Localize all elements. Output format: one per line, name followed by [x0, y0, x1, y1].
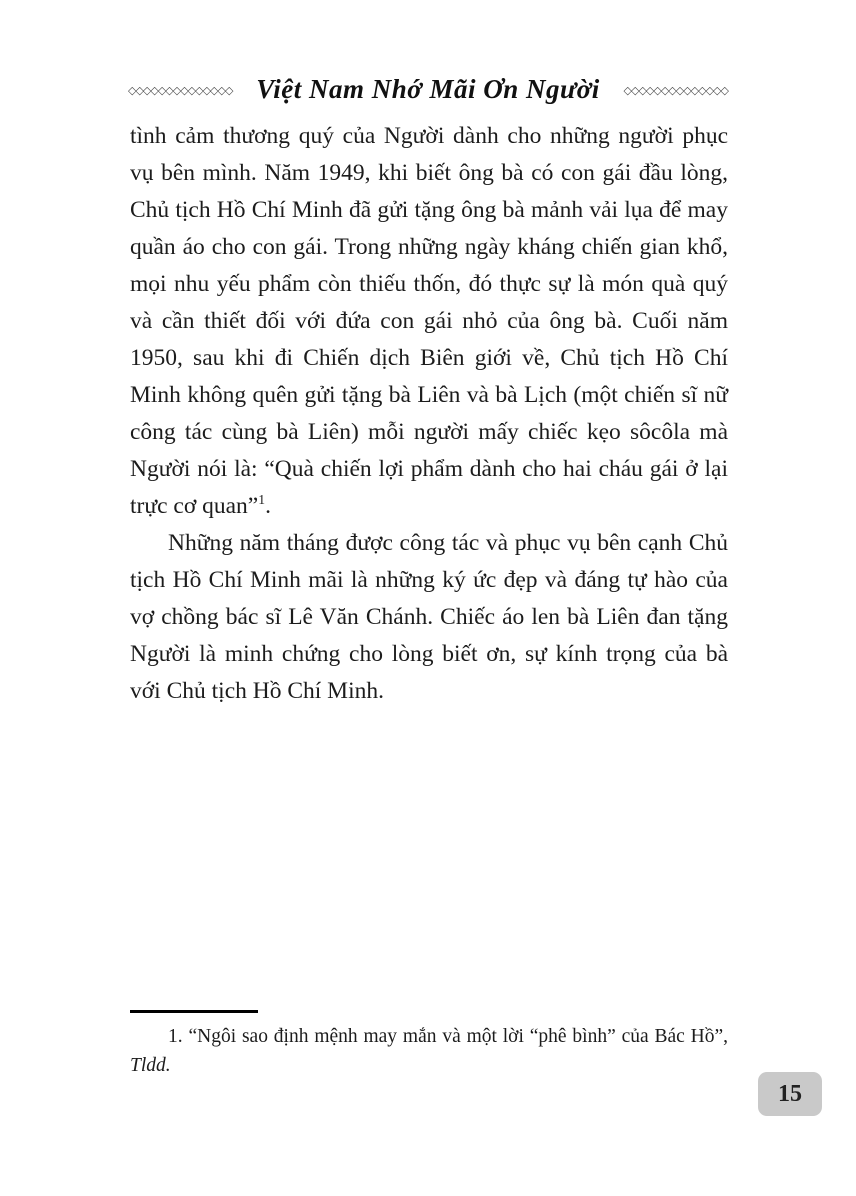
footnote-reference: 1 [258, 492, 266, 508]
paragraph-2: Những năm tháng được công tác và phục vụ bên cạnh Chủ tịch Hồ Chí Minh mãi là những ký ức đẹp và đáng tự hào của vợ chồng bác sĩ Lê Văn Chánh. Chiếc áo len bà Liên đan tặng Người là minh chứng cho lòng biết ơn, sự kính trọng của bà với Chủ tịch Hồ Chí Minh. [130, 530, 728, 704]
body-text [130, 118, 728, 710]
running-head-title: Việt Nam Nhớ Mãi Ơn Người [256, 74, 600, 104]
paragraph-1 [130, 118, 728, 525]
page-number: 15 [758, 1072, 822, 1116]
paragraph-1-tail: . [265, 493, 271, 519]
page-header [128, 74, 728, 105]
footnote-divider [130, 1010, 258, 1013]
footnote-text: 1. “Ngôi sao định mệnh may mắn và một lời “phê bình” của Bác Hồ”, [168, 1026, 728, 1047]
footnote [130, 1022, 728, 1080]
ornament-left-icon: ◇◇◇◇◇◇◇◇◇◇◇◇◇◇ [128, 85, 233, 97]
ornament-right-icon: ◇◇◇◇◇◇◇◇◇◇◇◇◇◇ [623, 85, 728, 97]
footnote-source: Tldd. [130, 1055, 171, 1076]
paragraph-1-text: tình cảm thương quý của Người dành cho những người phục vụ bên mình. Năm 1949, khi biết ông bà có con gái đầu lòng, Chủ tịch Hồ Chí Minh đã gửi tặng ông bà mảnh vải lụa để may quần áo cho con gái. Trong những ngày kháng chiến gian khổ, mọi nhu yếu phẩm còn thiếu thốn, đó thực sự là món quà quý và cần thiết đối với đứa con gái nhỏ của ông bà. Cuối năm 1950, sau khi đi Chiến dịch Biên giới về, Chủ tịch Hồ Chí Minh không quên gửi tặng bà Liên và bà Lịch (một chiến sĩ nữ công tác cùng bà Liên) mỗi người mấy chiếc kẹo sôcôla mà Người nói là: “Quà chiến lợi phẩm dành cho hai cháu gái ở lại trực cơ quan” [130, 123, 728, 519]
